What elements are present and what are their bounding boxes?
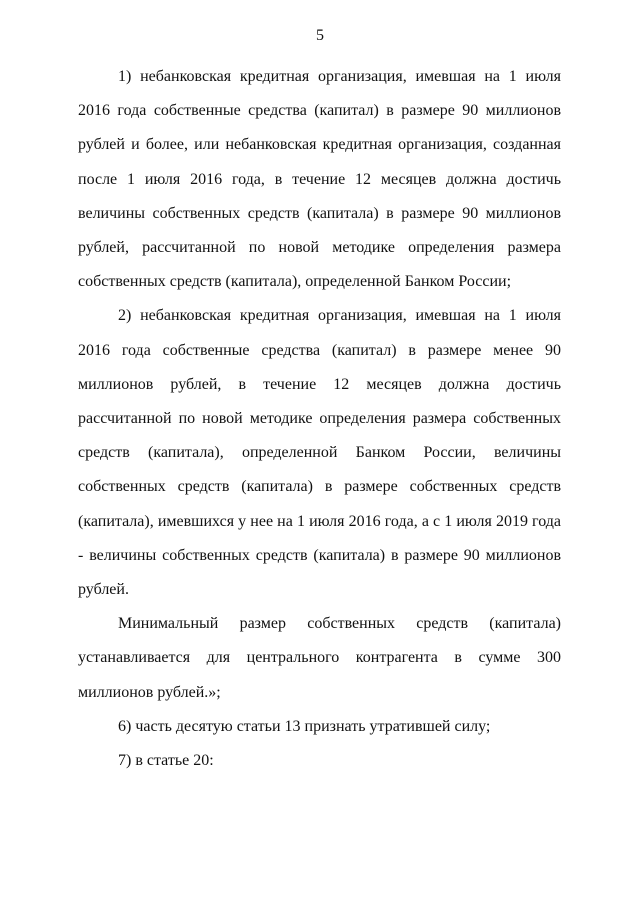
document-body [78,60,561,778]
paragraph-item-7: 7) в статье 20: [118,752,214,770]
paragraph-capital-minimum: Минимальный размер собственных средств (капитала) устанавливается для центрального контрагента в сумме 300 миллионов рублей.»; [78,615,561,701]
paragraph-item-1: 1) небанковская кредитная организация, имевшая на 1 июля 2016 года собственные средства (капитал) в размере 90 миллионов рублей и более, или небанковская кредитная организация, созданная после 1 июля 2016 года, в течение 12 месяцев должна достичь величины собственных средств (капитала) в размере 90 миллионов рублей, рассчитанной по новой методике определения размера собственных средств (капитала), определенной Банком России; [78,68,561,291]
paragraph-item-6: 6) часть десятую статьи 13 признать утратившей силу; [118,717,491,735]
paragraph-item-2: 2) небанковская кредитная организация, имевшая на 1 июля 2016 года собственные средства (капитал) в размере менее 90 миллионов рублей, в течение 12 месяцев должна достичь рассчитанной по новой методике определения размера собственных средств (капитала), определенной Банком России, величины собственных средств (капитала) в размере собственных средств (капитала), имевшихся у нее на 1 июля 2016 года, а с 1 июля 2019 года - величины собственных средств (капитала) в размере 90 миллионов рублей. [78,307,561,599]
page-number: 5 [316,27,324,44]
